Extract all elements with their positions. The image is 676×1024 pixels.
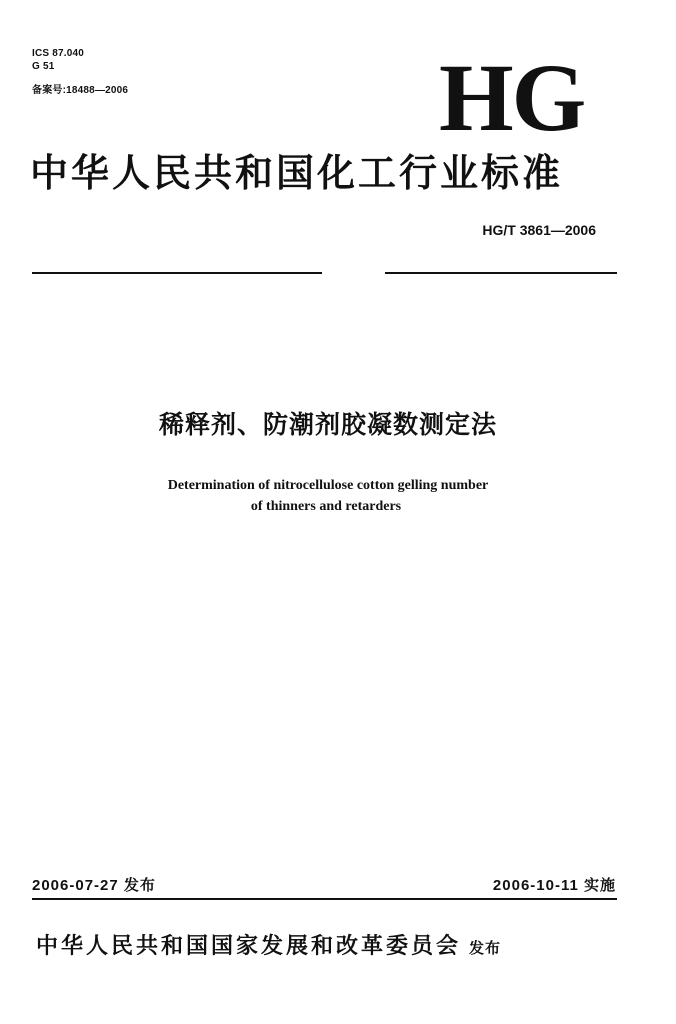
document-title-english-line1 <box>0 477 676 495</box>
standard-category-title: 中华人民共和国化工行业标准 <box>30 151 564 195</box>
document-title-english-line2 <box>0 498 676 516</box>
footer-divider <box>32 898 617 900</box>
header-divider-right <box>385 272 617 274</box>
issue-date: 2006-07-27 发布 <box>32 877 156 894</box>
publisher-name: 中华人民共和国国家发展和改革委员会 <box>36 934 462 959</box>
ics-code: ICS 87.040 <box>32 48 85 59</box>
registration-number: 备案号:18488—2006 <box>32 85 129 96</box>
standard-number: HG/T 3861—2006 <box>482 222 596 238</box>
publisher-line <box>36 932 501 963</box>
document-title-english-line2-text: of thinners and retarders <box>250 499 402 514</box>
header-divider-left <box>32 272 322 274</box>
document-title-chinese-text: 稀释剂、防潮剂胶凝数测定法 <box>158 410 497 439</box>
hg-logo: HG <box>439 44 585 151</box>
document-title-english-line1-text: Determination of nitrocellulose cotton gelling number <box>167 478 489 493</box>
implementation-date: 2006-10-11 实施 <box>492 877 616 894</box>
publisher-suffix: 发布 <box>469 939 502 957</box>
classification-code: G 51 <box>32 61 55 72</box>
document-title-chinese <box>0 408 676 442</box>
